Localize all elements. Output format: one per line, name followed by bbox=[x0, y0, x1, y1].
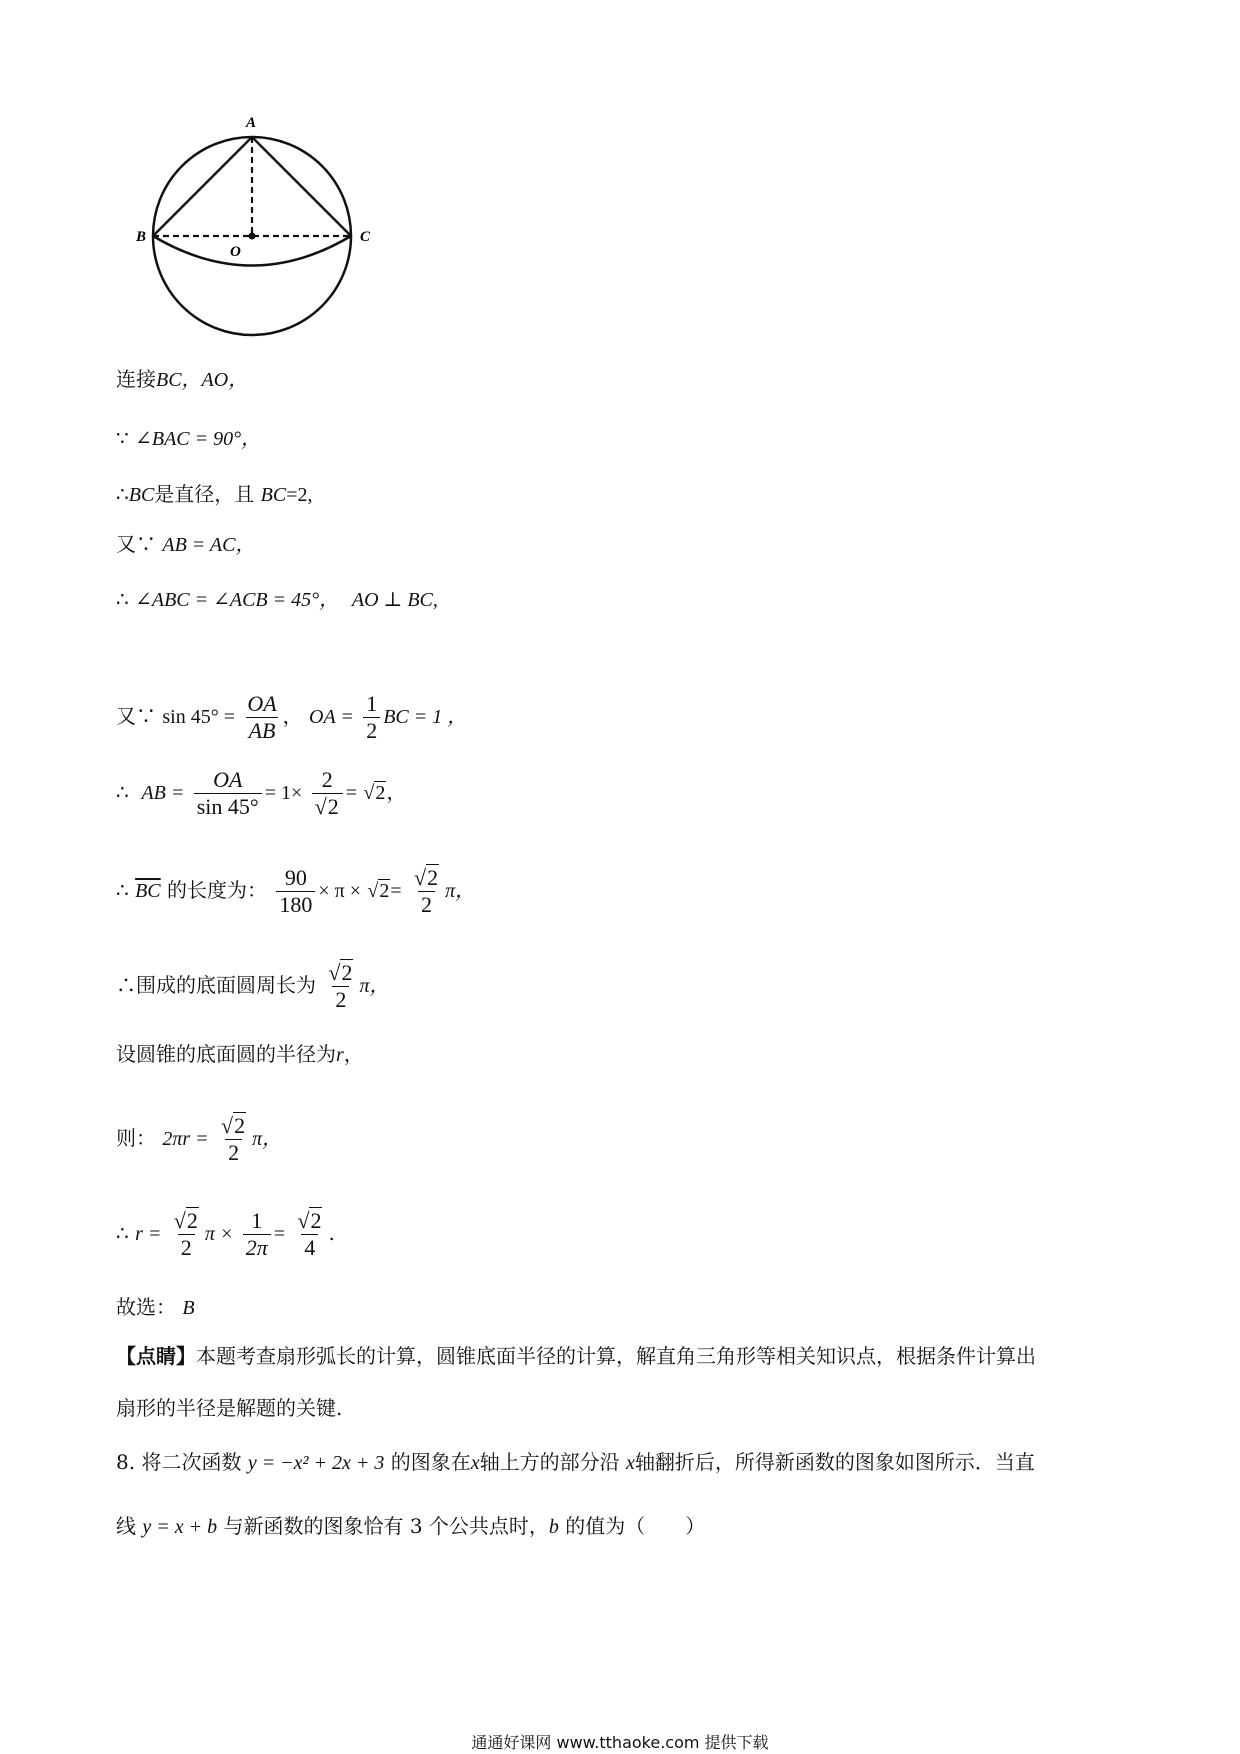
line-angles-45: ∴ ∠ABC = ∠ACB = 45°， AO ⊥ BC, bbox=[116, 587, 438, 611]
sqrt-2-result: √2 bbox=[363, 782, 386, 804]
question-8-line1: 8. 将二次函数 y = −x² + 2x + 3 的图象在x轴上方的部分沿 x轴翻折后，所得新函数的图象如图所示．当直 bbox=[116, 1450, 1035, 1474]
segment-ac bbox=[252, 137, 351, 236]
line-connect: 连接BC，AO， bbox=[116, 367, 249, 391]
line-sin45: 又∵ sin 45° = $\frac{OA}{AB}$ ， OA = $\frac{1}{2}$ BC = 1 ， bbox=[116, 691, 468, 743]
circle-figure bbox=[120, 105, 400, 345]
fraction-sqrt2-over-2: $\frac{√2}{2}$ bbox=[414, 865, 439, 917]
line-equation: 则： 2πr = $\frac{√2}{2}$ π， bbox=[116, 1113, 283, 1165]
label-a: A bbox=[246, 115, 257, 131]
line-comment: 【点睛】本题考查扇形弧长的计算，圆锥底面半径的计算，解直角三角形等相关知识点，根据条件计算出 bbox=[116, 1344, 1036, 1368]
fraction-oa-ab: $\frac{OA}{AB}$ bbox=[247, 691, 277, 743]
line-answer: 故选： B bbox=[116, 1295, 195, 1319]
line-ab-value: ∴ AB = $\frac{OA}{\sin 45^\circ}$ = 1× $\frac{2}{√2}$ = √2， bbox=[116, 767, 407, 819]
label-o: O bbox=[230, 244, 241, 260]
line-circumference: ∴围成的底面圆周长为 $\frac{√2}{2}$ π， bbox=[116, 960, 390, 1012]
line-ab-eq-ac: 又∵ AB = AC， bbox=[116, 532, 256, 556]
center-point-o bbox=[249, 233, 256, 240]
label-c: C bbox=[360, 229, 371, 245]
fraction-oa-sin45: $\frac{OA}{\sin 45^\circ}$ bbox=[194, 767, 262, 820]
question-8-line2: 线 y = x + b 与新函数的图象恰有 3 个公共点时，b 的值为（ ） bbox=[116, 1514, 706, 1538]
line-radius-result: ∴ r = $\frac{√2}{2}$ π × $\frac{1}{2\pi}$ = $\frac{√2}{4}$ . bbox=[116, 1208, 335, 1260]
line-comment-cont: 扇形的半径是解题的关键. bbox=[116, 1396, 343, 1420]
fraction-half: $\frac{1}{2}$ bbox=[363, 691, 380, 744]
fraction-90-180: $\frac{90}{180}$ bbox=[276, 865, 315, 918]
line-arc-length: ∴ $\overline{BC}$ 的长度为： $\frac{90}{180}$ × π × √2= $\frac{√2}{2}$ π， bbox=[116, 865, 476, 917]
fraction-2-sqrt2: $\frac{2}{√2}$ bbox=[312, 767, 343, 820]
segment-ab bbox=[153, 137, 252, 236]
line-angle-bac: ∵ ∠BAC = 90°， bbox=[116, 426, 262, 450]
arc-bc bbox=[153, 236, 351, 266]
label-b: B bbox=[136, 229, 147, 245]
line-bc-diameter: ∴BC是直径，且 BC=2, bbox=[116, 482, 313, 506]
footer-watermark: 通通好课网 www.tthaoke.com 提供下载 bbox=[471, 1733, 769, 1752]
line-set-radius: 设圆锥的底面圆的半径为r， bbox=[116, 1042, 364, 1066]
